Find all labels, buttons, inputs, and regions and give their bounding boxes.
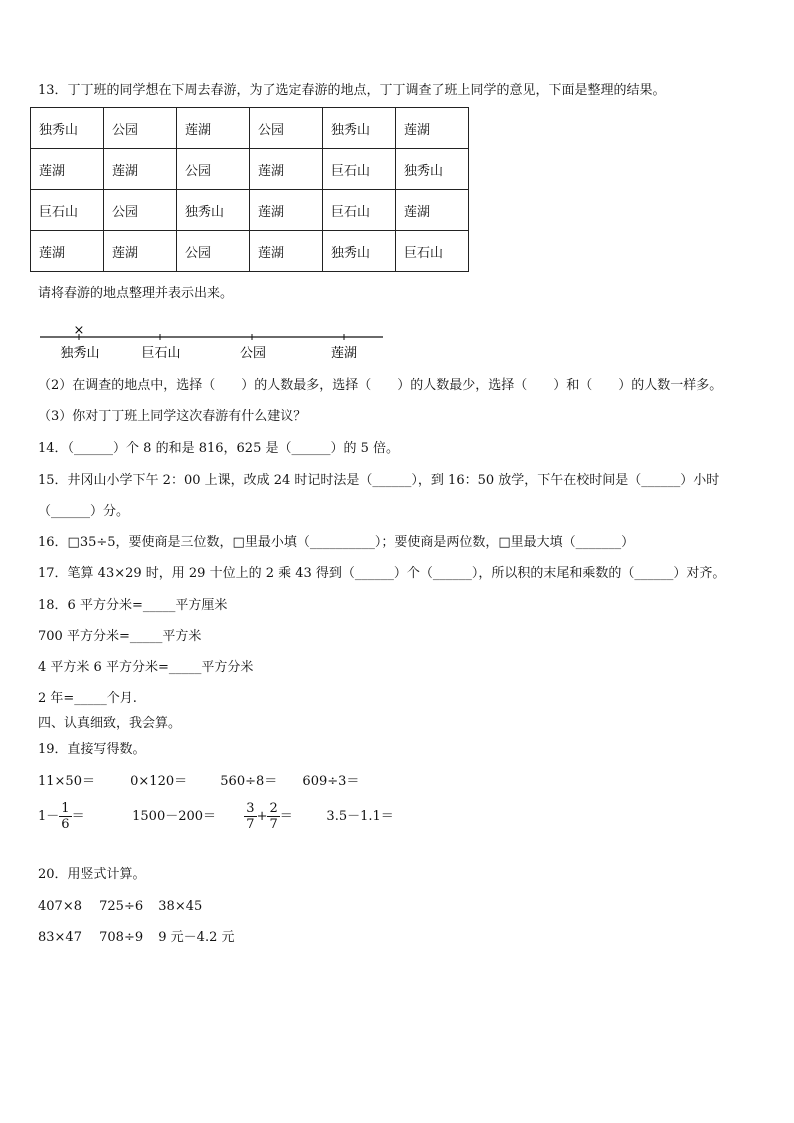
- q13-intro: 13．丁丁班的同学想在下周去春游，为了选定春游的地点，丁丁调查了班上同学的意见，下面是整理的结果。: [38, 83, 666, 98]
- q20-row1: [38, 898, 202, 916]
- survey-cell: 莲湖: [104, 149, 177, 190]
- survey-row: [31, 231, 469, 272]
- survey-cell: 独秀山: [177, 190, 250, 231]
- fraction-denominator: 7: [269, 817, 278, 832]
- q20-row2: [38, 929, 235, 947]
- axis-label-dux: 独秀山: [60, 346, 100, 361]
- survey-cell: 莲湖: [250, 149, 323, 190]
- survey-cell: 莲湖: [31, 231, 104, 272]
- place-axis: [40, 322, 390, 370]
- q19-a-suffix: ＝: [71, 809, 85, 824]
- q19-item: 3.5－1.1＝: [326, 809, 394, 824]
- survey-cell: 巨石山: [396, 231, 469, 272]
- survey-table: [30, 107, 469, 272]
- q20-item: 407×8: [38, 899, 82, 914]
- fraction-denominator: 7: [246, 817, 255, 832]
- q15-line1: 15．井冈山小学下午 2：00 上课，改成 24 时记时法是（______），到 16：50 放学，下午在校时间是（______）小时: [38, 473, 720, 488]
- survey-cell: 公园: [250, 108, 323, 149]
- survey-cell: 莲湖: [396, 108, 469, 149]
- survey-cell: 巨石山: [323, 149, 396, 190]
- fraction-numerator: 2: [269, 801, 278, 816]
- axis-label-jushi: 巨石山: [141, 346, 181, 361]
- q19-item-frac-a: [38, 800, 128, 834]
- fraction: [244, 801, 256, 832]
- survey-cell: 莲湖: [250, 190, 323, 231]
- q13-instruction: 请将春游的地点整理并表示出来。: [38, 286, 234, 301]
- q15-line2: （______）分。: [38, 504, 130, 519]
- survey-cell: 独秀山: [323, 108, 396, 149]
- fraction: [267, 801, 279, 832]
- plus-sign: +: [256, 809, 268, 824]
- fraction-denominator: 6: [61, 817, 70, 832]
- q20-item: 9 元－4.2 元: [158, 930, 235, 945]
- survey-row: [31, 149, 469, 190]
- survey-cell: 独秀山: [396, 149, 469, 190]
- axis-mark: ×: [73, 323, 85, 338]
- q20-title: 20．用竖式计算。: [38, 867, 146, 882]
- q13-part2: （2）在调查的地点中，选择（ ）的人数最多，选择（ ）的人数最少，选择（ ）和（ ）的人数一样多。: [38, 378, 723, 393]
- survey-cell: 莲湖: [31, 149, 104, 190]
- q19-item: 560÷8＝: [220, 774, 278, 789]
- axis-label-park: 公园: [239, 346, 267, 361]
- fraction: [59, 801, 71, 832]
- q19-item: 0×120＝: [130, 774, 188, 789]
- survey-row: [31, 190, 469, 231]
- q14: 14．（______）个 8 的和是 816，625 是（______）的 5 倍。: [38, 441, 400, 456]
- survey-cell: 公园: [104, 190, 177, 231]
- q19-a-prefix: 1－: [38, 809, 60, 824]
- q18-c: 4 平方米 6 平方分米=_____平方分米: [38, 660, 254, 675]
- survey-cell: 公园: [177, 231, 250, 272]
- survey-cell: 巨石山: [323, 190, 396, 231]
- survey-cell: 莲湖: [250, 231, 323, 272]
- fraction-numerator: 3: [246, 801, 255, 816]
- q19-item: 609÷3＝: [302, 774, 360, 789]
- survey-cell: 莲湖: [396, 190, 469, 231]
- q19-c-suffix: ＝: [279, 809, 293, 824]
- q20-item: 725÷6: [99, 899, 144, 914]
- survey-cell: 莲湖: [104, 231, 177, 272]
- q20-item: 708÷9: [99, 930, 144, 945]
- q19-item-frac-c: [244, 800, 322, 834]
- survey-cell: 巨石山: [31, 190, 104, 231]
- survey-cell: 公园: [177, 149, 250, 190]
- q18-d: 2 年=_____个月.: [38, 691, 137, 706]
- q19-title: 19．直接写得数。: [38, 742, 146, 757]
- survey-cell: 独秀山: [31, 108, 104, 149]
- q20-item: 83×47: [38, 930, 82, 945]
- survey-cell: 莲湖: [177, 108, 250, 149]
- survey-cell: 公园: [104, 108, 177, 149]
- q19-item: 1500－200＝: [132, 809, 217, 824]
- q19-item: 11×50＝: [38, 774, 95, 789]
- survey-row: [31, 108, 469, 149]
- q17: 17．笔算 43×29 时，用 29 十位上的 2 乘 43 得到（______）个（______），所以积的末尾和乘数的（______）对齐。: [38, 566, 726, 581]
- q13-part3: （3）你对丁丁班上同学这次春游有什么建议？: [38, 409, 307, 424]
- q20-item: 38×45: [158, 899, 203, 914]
- axis-label-lotus: 莲湖: [330, 346, 358, 361]
- q19-row2: [38, 800, 394, 836]
- survey-cell: 独秀山: [323, 231, 396, 272]
- section4-heading: 四、认真细致，我会算。: [38, 716, 182, 731]
- fraction-numerator: 1: [61, 801, 70, 816]
- q16: 16．□35÷5，要使商是三位数，□里最小填（__________）；要使商是两位数，□里最大填（_______）: [38, 535, 635, 550]
- q18-a: 18．6 平方分米=_____平方厘米: [38, 598, 228, 613]
- q19-row1: [38, 773, 359, 791]
- q18-b: 700 平方分米=_____平方米: [38, 629, 202, 644]
